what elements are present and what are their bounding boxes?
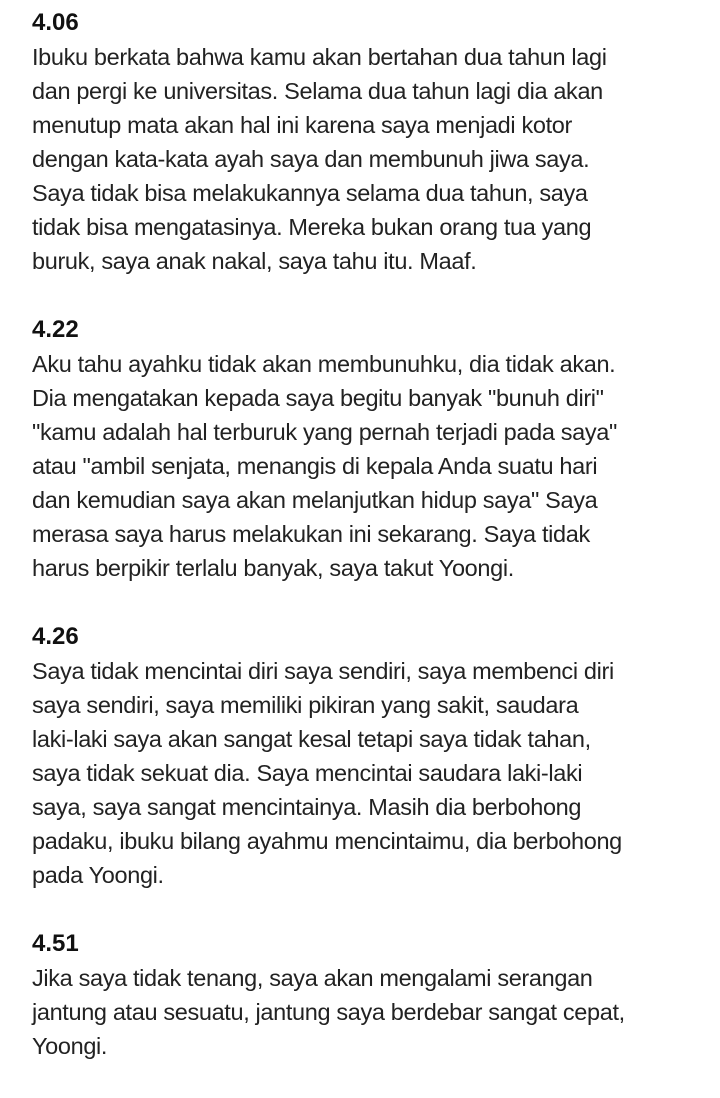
entry-timestamp: 4.22	[32, 316, 79, 343]
entry-text-line: Saya tidak mencintai diri saya sendiri, saya membenci diri	[32, 658, 614, 684]
entry-text-line: saya, saya sangat mencintainya. Masih dia berbohong	[32, 794, 582, 820]
entry-text-line: buruk, saya anak nakal, saya tahu itu. Maaf.	[32, 248, 477, 274]
entry-text-line: tidak bisa mengatasinya. Mereka bukan orang tua yang	[32, 214, 592, 240]
diary-entry	[32, 6, 704, 278]
diary-entry	[32, 927, 704, 1063]
diary-page	[32, 6, 704, 1098]
entry-text-line: harus berpikir terlalu banyak, saya takut Yoongi.	[32, 555, 514, 581]
entry-text-line: menutup mata akan hal ini karena saya menjadi kotor	[32, 112, 572, 138]
entry-text-line: Dia mengatakan kepada saya begitu banyak "bunuh diri"	[32, 385, 604, 411]
entry-text-line: dan pergi ke universitas. Selama dua tahun lagi dia akan	[32, 78, 603, 104]
entry-text-line: Jika saya tidak tenang, saya akan mengalami serangan	[32, 965, 593, 991]
entry-text-line: Aku tahu ayahku tidak akan membunuhku, dia tidak akan.	[32, 351, 616, 377]
entry-text-line: saya tidak sekuat dia. Saya mencintai saudara laki-laki	[32, 760, 583, 786]
entry-text-line: laki-laki saya akan sangat kesal tetapi saya tidak tahan,	[32, 726, 591, 752]
entry-text-line: pada Yoongi.	[32, 862, 164, 888]
entry-timestamp: 4.06	[32, 9, 79, 36]
entry-text-line: Yoongi.	[32, 1033, 108, 1059]
entry-text-line: "kamu adalah hal terburuk yang pernah terjadi pada saya"	[32, 419, 617, 445]
diary-entry	[32, 313, 704, 585]
diary-entry	[32, 620, 704, 892]
entry-text-line: Saya tidak bisa melakukannya selama dua tahun, saya	[32, 180, 588, 206]
entry-timestamp: 4.51	[32, 930, 79, 957]
entry-text-line: atau "ambil senjata, menangis di kepala Anda suatu hari	[32, 453, 598, 479]
entry-text-line: dengan kata-kata ayah saya dan membunuh jiwa saya.	[32, 146, 590, 172]
entry-text-line: saya sendiri, saya memiliki pikiran yang sakit, saudara	[32, 692, 579, 718]
entry-text-line: jantung atau sesuatu, jantung saya berdebar sangat cepat,	[32, 999, 625, 1025]
entry-timestamp: 4.26	[32, 623, 79, 650]
entry-text-line: Ibuku berkata bahwa kamu akan bertahan dua tahun lagi	[32, 44, 607, 70]
entry-text-line: dan kemudian saya akan melanjutkan hidup saya" Saya	[32, 487, 598, 513]
entry-text-line: merasa saya harus melakukan ini sekarang. Saya tidak	[32, 521, 590, 547]
entry-text-line: padaku, ibuku bilang ayahmu mencintaimu, dia berbohong	[32, 828, 622, 854]
